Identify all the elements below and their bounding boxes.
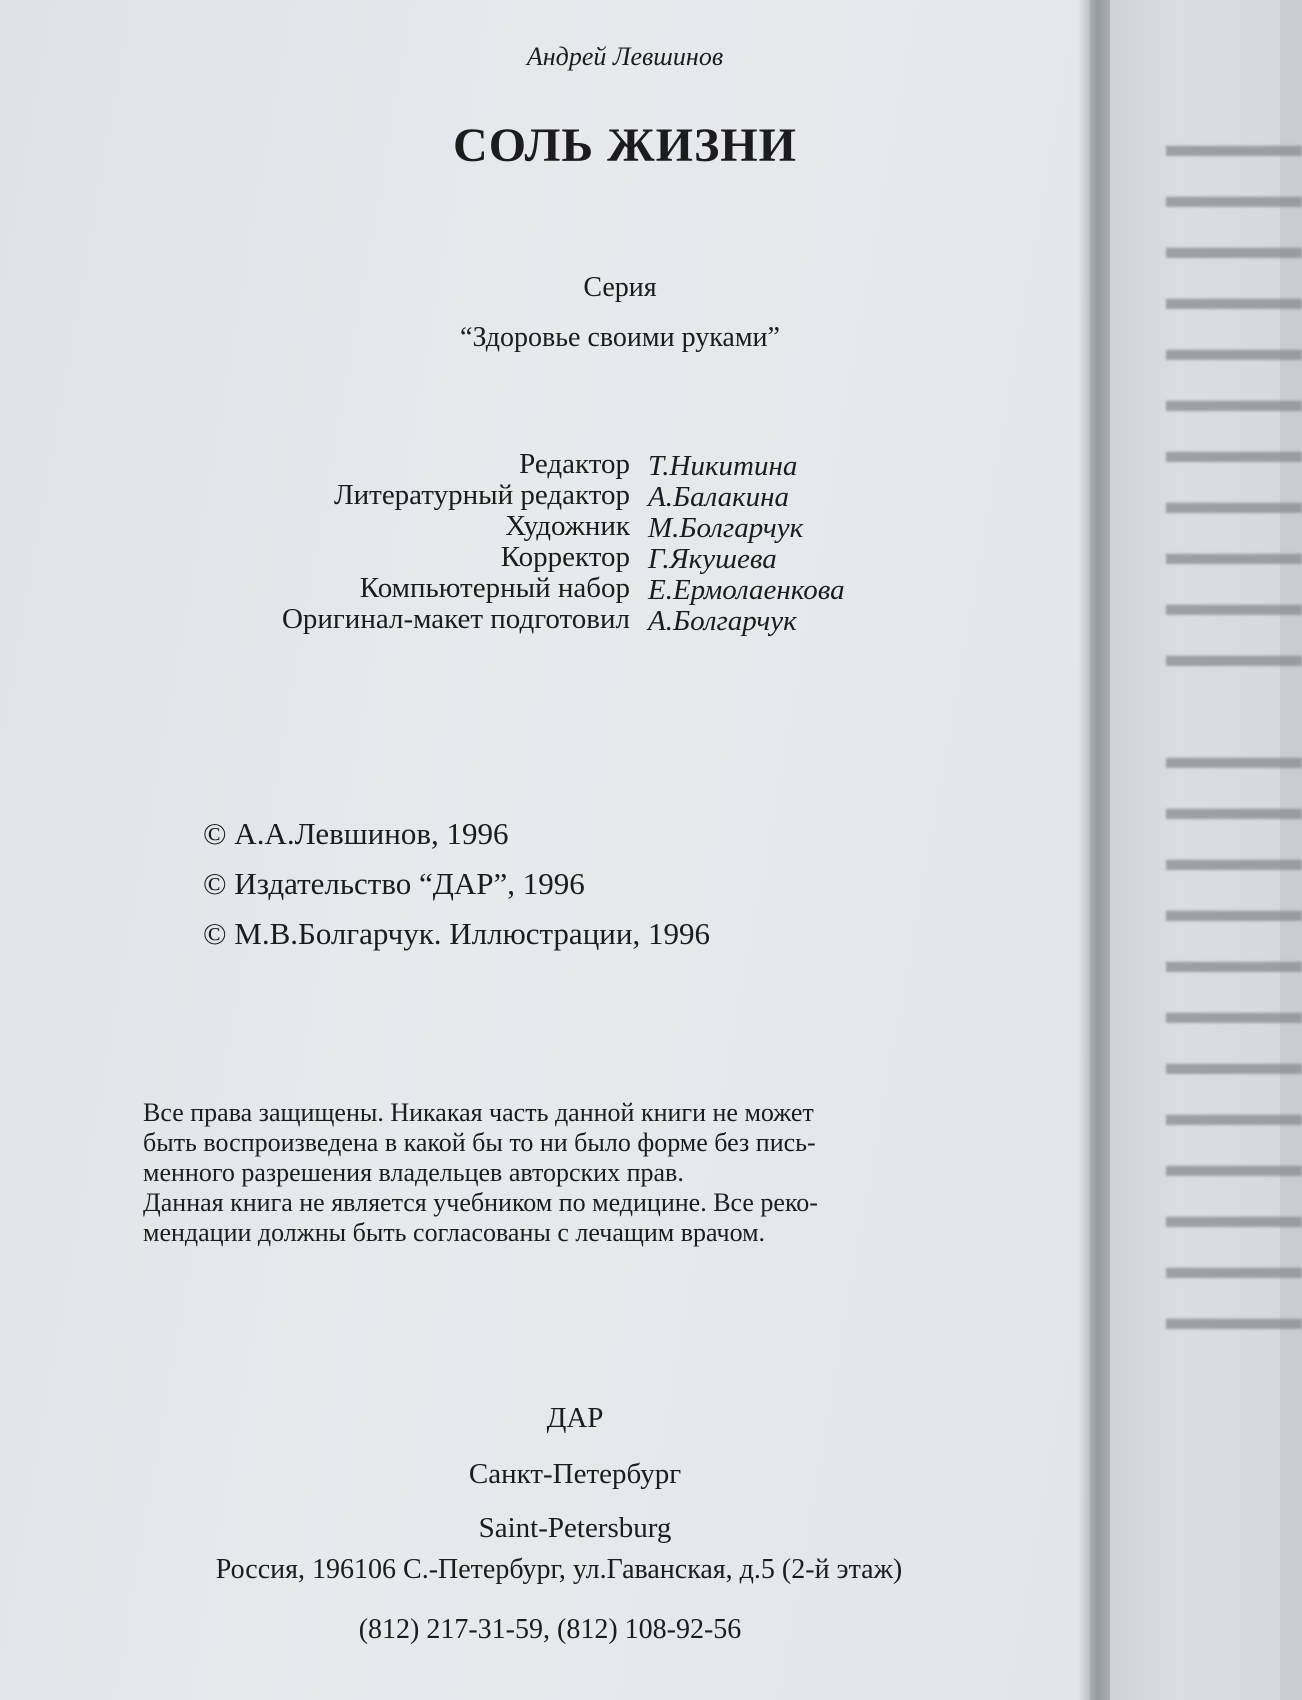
book-author: Андрей Левшинов: [526, 42, 724, 71]
credit-role: Оригинал-макет подготовил: [281, 603, 630, 635]
credit-name: Т.Никитина: [648, 450, 798, 482]
rights-line: Все права защищены. Никакая часть данной книги не может: [143, 1098, 814, 1127]
city-english: Saint-Petersburg: [478, 1512, 672, 1544]
rights-notice: [143, 1098, 1043, 1248]
credit-role: Редактор: [519, 448, 630, 480]
credit-name: Г.Якушева: [648, 543, 777, 575]
rights-line: Данная книга не является учебником по медицине. Все реко-: [143, 1188, 818, 1217]
credits-list: [0, 448, 1090, 637]
credit-role: Художник: [505, 510, 630, 542]
copyright-list: [203, 816, 710, 966]
credit-row: [0, 572, 1090, 606]
credit-role: Литературный редактор: [333, 479, 630, 511]
copyright-line: © М.В.Болгарчук. Иллюстрации, 1996: [203, 916, 710, 951]
series-name: “Здоровье своими руками”: [460, 322, 780, 353]
rights-line: мендации должны быть согласованы с лечащим врачом.: [143, 1218, 766, 1247]
credit-row: [0, 479, 1090, 513]
rights-line: менного разрешения владельцев авторских прав.: [143, 1158, 684, 1187]
credit-name: А.Болгарчук: [648, 605, 797, 637]
credit-row: [0, 541, 1090, 575]
credit-row: [0, 510, 1090, 544]
facing-page: [1110, 0, 1302, 1700]
copyright-line: © А.А.Левшинов, 1996: [203, 816, 509, 851]
credit-name: М.Болгарчук: [648, 512, 804, 544]
credit-name: А.Балакина: [648, 481, 790, 513]
facing-page-blurred-text: ▬▬▬▬ ▬▬▬▬ ▬▬▬▬ ▬▬▬▬ ▬▬▬▬ ▬▬▬▬ ▬▬▬▬ ▬▬▬▬ ▬▬▬▬ ▬▬▬▬ ▬▬▬▬ ▬▬▬▬ ▬▬▬▬ ▬▬▬▬ ▬▬▬▬ ▬▬▬▬ ▬▬▬▬ ▬▬▬▬ ▬▬▬▬ ▬▬▬▬ ▬▬▬▬ ▬▬▬▬ ▬▬▬▬: [1166, 127, 1302, 1337]
credit-row: [0, 603, 1090, 637]
publisher-address: Россия, 196106 С.-Петербург, ул.Гаванская, д.5 (2-й этаж): [215, 1554, 903, 1585]
credit-role: Корректор: [500, 541, 630, 573]
book-title: СОЛЬ ЖИЗНИ: [453, 119, 797, 172]
publisher-phones: (812) 217-31-59, (812) 108-92-56: [358, 1614, 742, 1645]
city-russian: Санкт-Петербург: [468, 1458, 682, 1490]
credit-name: Е.Ермолаенкова: [648, 574, 845, 606]
series-label: Серия: [583, 272, 657, 303]
publisher-name: ДАР: [546, 1402, 604, 1434]
rights-line: быть воспроизведена в какой бы то ни было форме без пись-: [143, 1128, 816, 1157]
copyright-line: © Издательство “ДАР”, 1996: [203, 866, 585, 901]
credit-row: [0, 448, 1090, 482]
credit-role: Компьютерный набор: [359, 572, 630, 604]
